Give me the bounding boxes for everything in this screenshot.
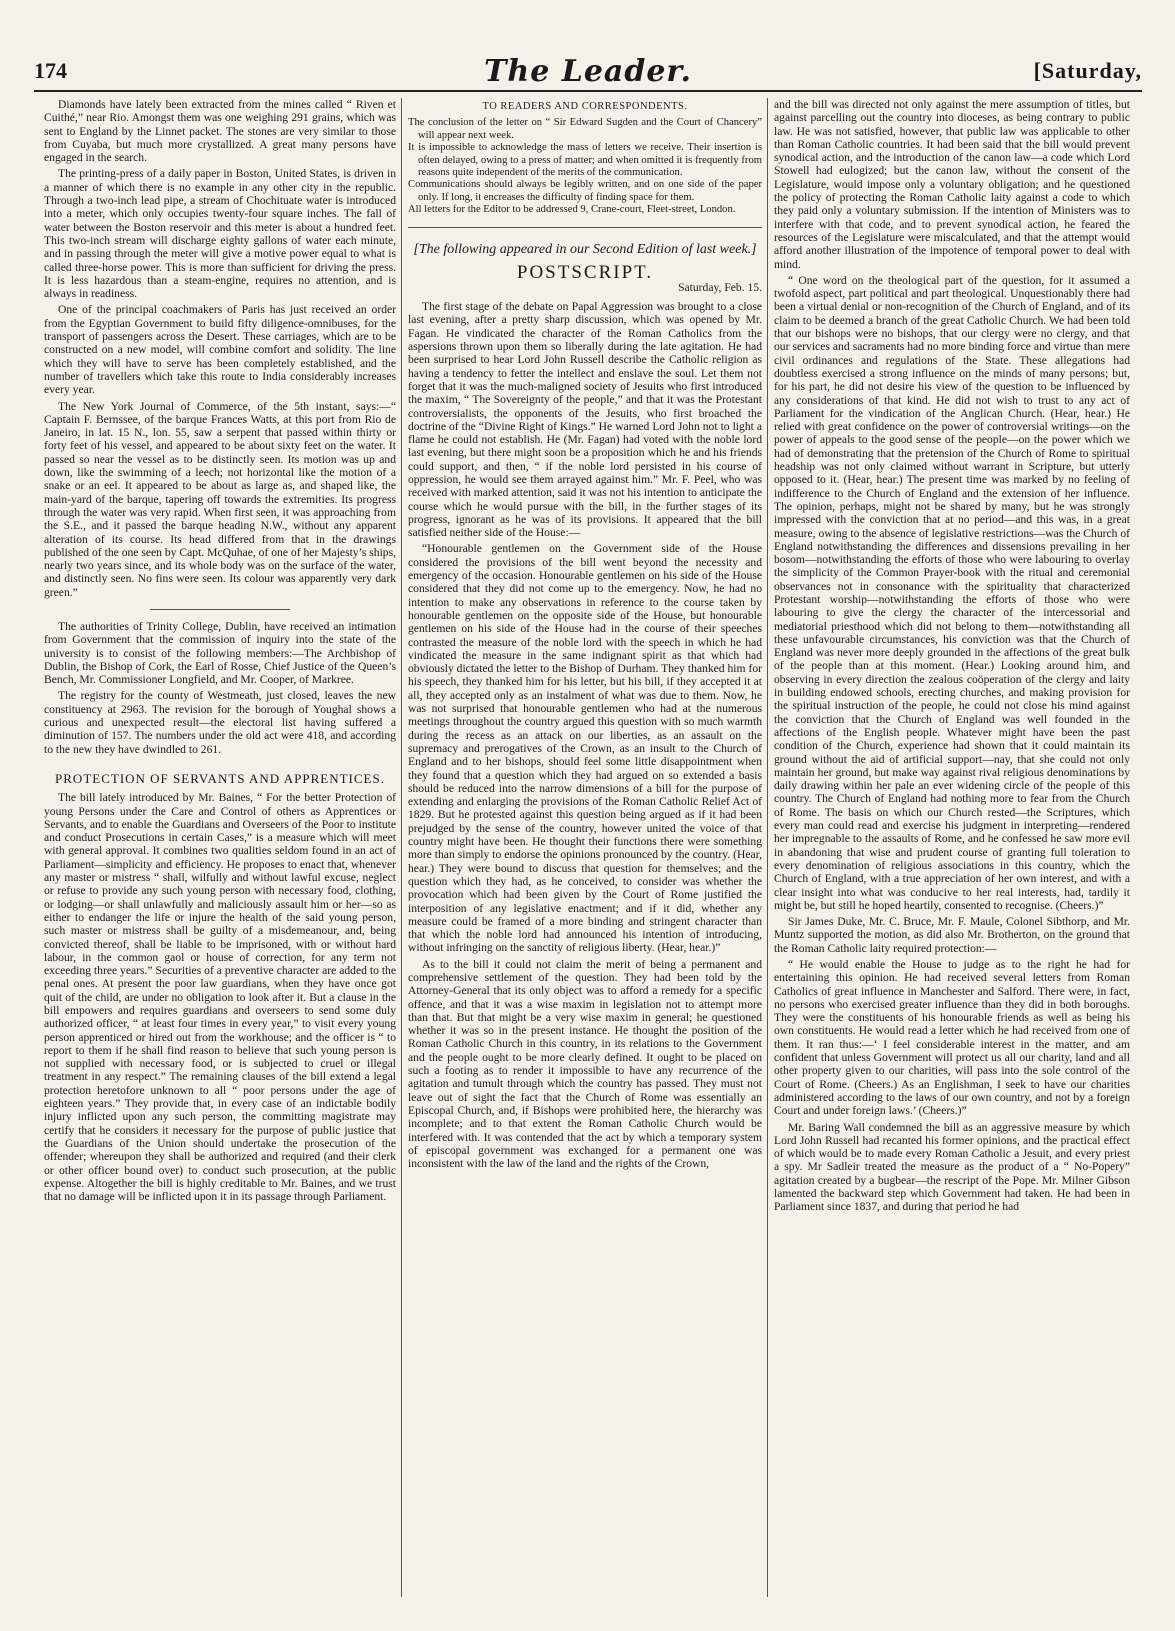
column-3 xyxy=(774,98,1130,1597)
paragraph: The printing-press of a daily paper in Boston, United States, is driven in a manner of which there is no example in any other city in the republic. Through a two-inch lead pipe, a stream of Chochituate water is introduced into a meter, which only occupies twenty-four square inches. The fall of water between the Boston reservoir and this meter is about a hundred feet. This two-inch stream will discharge eighty gallons of water each minute, and in passing through the meter will give a motive power equal to what is called three-horse power. This is more than sufficient for driving the press. It is less hazardous than a steam-engine, requires no attention, and is always in readiness. xyxy=(44,167,396,301)
column-divider xyxy=(401,98,402,1597)
section-separator xyxy=(150,609,291,610)
paragraph: The bill lately introduced by Mr. Baines, “ For the better Protection of young Persons under the Care and Control of others as Apprentices or Servants, and to enable the Guardians and Overseers of the Poor to institute and conduct Prosecutions in certain Cases,” is a measure which will meet with general approval. It combines two qualities seldom found in an act of Parliament—simplicity and efficiency. He proposes to enact that, whenever any master or mistress “ shall, wilfully and without lawful excuse, neglect or refuse to provide any such young person with necessary food, clothing, or lodging—or shall unlawfully and maliciously assault him or her—so as either to endanger the life or injure the health of the said young person, such master or mistress shall be guilty of a misdemeanour, and, being convicted thereof, shall be liable to be imprisoned, with or without hard labour, in the common gaol or house of correction, for any term not exceeding three years.” Securities of a preventive character are added to the penal ones. At present the poor law guardians, when they have once got quit of the child, are under no obligation to look after it. But a clause in the bill empowers and requires guardians and overseers to send some duly authorized officer, “ at least four times in every year,” to visit every young person apprenticed or hired out from the workhouse; and the officer is “ to report to them if he shall find reason to believe that such young person is not supplied with necessary food, or is subjected to cruel or illegal treatment in any respect.” The remaining clauses of the bill extend a legal protection heretofore unknown to all “ poor persons under the age of eighteen years.” They provide that, in every case of an indictable bodily injury inflicted upon any such person, the committing magistrate may certify that he considers it necessary for the purpose of public justice that the Guardians of the Union should undertake the prosecution of the offender; whereupon they shall be authorized and required (and their clerk or other officer bound over) to conduct such prosecution, at the public expense. Altogether the bill is highly creditable to Mr. Baines, and we trust that no damage will be inflicted upon it in its passage through Parliament. xyxy=(44,791,396,1204)
paragraph: “ He would enable the House to judge as to the right he had for entertaining this opinion. He had received several letters from Roman Catholics of great influence in Manchester and Salford. There were, in fact, no persons who exercised greater influence than they did in both boroughs. They were the constituents of his honourable friends as well as being his own constituents. He would read a letter which he had received from one of them. It ran thus:—‘ I feel considerable interest in the matter, and am confident that unless Government will protect us all our charity, land and all other property given to our charities, will pass into the sole control of the Court of Rome. (Cheers.) As an Englishman, I seek to have our charities administered according to the laws of our own country, and not by a foreign Court and under foreign laws.’ (Cheers.)” xyxy=(774,958,1130,1118)
notice-item: Communications should always be legibly written, and on one side of the paper only. If long, it encreases the difficulty of finding space for them. xyxy=(408,179,762,203)
notice-item: It is impossible to acknowledge the mass of letters we receive. Their insertion is often delayed, owing to a press of matter; and when omitted it is frequently from reasons quite independent of the merits of the communication. xyxy=(408,142,762,178)
paragraph: As to the bill it could not claim the merit of being a permanent and comprehensive settlement of the question. They had been told by the Attorney-General that its only object was to afford a remedy for a specific offence, and that it was a wise maxim in legislation not to attempt more than that. But that might be a very wise maxim in general; he questioned whether it was so in the present instance. He thought the position of the Roman Catholic Church in this country, in its relations to the Government and the people ought to be more clearly defined. It ought to be placed on such a footing as to render it impossible to have any recurrence of the agitation and tumult through which the country has passed. They must not leave out of sight the fact that the Church of Rome was essentially an Episcopal Church, and, if Bishops were prohibited here, the hierarchy was incomplete; and to that extent the Roman Catholic Church would be interfered with. It was contended that the act by which a temporary system of episcopal government was exchanged for a permanent one was inconsistent with the law of the land and the rights of the Crown, xyxy=(408,957,762,1171)
page-number: 174 xyxy=(34,58,67,83)
paragraph: One of the principal coachmakers of Paris has just received an order from the Egyptian Government to build fifty diligence-omnibuses, for the transport of passengers across the Desert. These carriages, which are to be constructed on a new model, will combine comfort and solidity. The line which they will have to serve has been completely established, and the number of travellers which take this route to India considerably increases every year. xyxy=(44,303,396,397)
edition-note: [The following appeared in our Second Edition of last week.] xyxy=(413,241,757,257)
page-header xyxy=(34,54,1142,90)
notice-item: The conclusion of the letter on “ Sir Edward Sugden and the Court of Chancery” will appear next week. xyxy=(408,117,762,141)
column-2 xyxy=(408,98,762,1597)
paragraph: Sir James Duke, Mr. C. Bruce, Mr. F. Maule, Colonel Sibthorp, and Mr. Muntz supported the motion, as did also Mr. Brotherton, on the ground that the Roman Catholic laity required protection:— xyxy=(774,915,1130,955)
masthead: The Leader. xyxy=(484,54,692,89)
postscript-heading: POSTSCRIPT. xyxy=(516,261,654,283)
paragraph: The first stage of the debate on Papal Aggression was brought to a close last evening, after a pretty sharp discussion, which was opened by Mr. Fagan. He vindicated the character of the Roman Catholics from the aspersions thrown upon them so liberally during the late agitation. He had been surprised to hear Lord John Russell describe the Catholic religion as having a tendency to fetter the intellect and enslave the soul. Let them not forget that it was the much-maligned society of Jesuits who first introduced the maxim, “ The Sovereignty of the people,” and that it was the Protestant controversialists, the opponents of the Jesuits, who first broached the doctrine of the “Divine Right of Kings.” He warned Lord John not to light a flame he could not establish. He (Mr. Fagan) had voted with the noble lord last evening, but there might soon be a proposition which he and his friends could support, and then, “ if the noble lord persisted in his course of oppression, he would see them arrayed against him.” Mr. F. Peel, who was received with marked attention, said it was not his intention to anticipate the course which he would pursue with the bill, in the further stages of its progress, ignorant as he was of its provisions. It appeared that the bill satisfied neither side of the House:— xyxy=(408,300,762,540)
paragraph: “ One word on the theological part of the question, for it assumed a twofold aspect, part political and part theological. Unquestionably there had been a virtual denial or non-recognition of the Church of England, and of its claim to be deemed a branch of the great Catholic Church. We had been told that our bishops were no bishops, that our clergy were no clergy, and that our services and sacraments had no more binding force and virtue than mere civil ordinances and regulations of the State. These allegations had doubtless exercised a strong influence on the minds of many persons; but, for his part, he did not desire his view of the question to be influenced by any considerations of that kind. He did not wish to trust to any act of Parliament for the vindication of the Anglican Church. (Hear, hear.) He relied with great confidence on the power of controversial writings—on the power of appeals to the good sense of the people—on the power which we had of demonstrating that the pretension of the Church of Rome to spiritual headship was not only claimed without warrant in Scripture, but utterly opposed to it. (Hear, hear.) The present time was marked by no feeling of indifference to the Church of England and the extension of her influence. The opinion, perhaps, might not be shared by many, but he was strongly impressed with the conviction that at no period—and this was, in a great measure, owing to the absence of legislative restrictions—was the Church of England notwithstanding the differences and dissensions prevailing in her bosom—notwithstanding the efforts of those who were labouring to overlay the simplicity of the Common Prayer-book with the ritual and ceremonial observances not in consonance with the spirituality that characterized Protestant worship—notwithstanding the efforts of those who were labouring to give the clergy the character of the intercessorial and mediatorial priesthood which did not belong to them—notwithstanding all these unfavourable circumstances, his conviction was that the Church of England was never more deeply grounded in the affections of the great bulk of the people than at this moment. (Hear.) Looking around him, and observing in every direction the zealous coöperation of the clergy and laity in building endowed schools, erecting churches, and making provision for the spiritual instruction of the people, he could not close his mind against the conviction that the Church of England was well founded in the affections of the English people. Whatever might have been the past condition of the Church, experience had shown that it could maintain its ground without the aid of artificial support—nay, that she could not only maintain her ground, but make way against rival religious denominations by daily drawing within her pale an ever widening circle of the people of this country. The Church of England had nothing more to fear from the Church of Rome. The basis on which our Church rested—the Scriptures, which every man could read and exercise his judgment in interpreting—rendered her impregnable to the assaults of Rome, and he confessed he saw more evil in abandoning that wise and prudent course of granting full toleration to every denomination of religious associations in this country, which the Church of England, with a true appreciation of her own interest, and with a clear insight into what was conducive to her real interests, had, tardily it might be, but still he hoped heartily, consented to recognise. (Cheers.)” xyxy=(774,273,1130,912)
paragraph: Diamonds have lately been extracted from the mines called “ Riven et Cuithé,” near Rio. Amongst them was one weighing 291 grains, which was sent to England by the Linnet packet. The stones are very similar to those from Cuyaba, but much more crystallized. A great many persons have engaged in the search. xyxy=(44,98,396,165)
column-1 xyxy=(44,98,396,1597)
paragraph: “Honourable gentlemen on the Government side of the House considered the provisions of the bill went beyond the necessity and emergency of the occasion. Honourable gentlemen on his side of the House considered that they did not come up to the emergency. Now, he had no intention to make any observations in reference to the course taken by honourable gentlemen on the opposite side of the House, but honourable gentlemen on his side of the House had in the course of their speeches contrasted the measure of the noble lord with the speech in which he had vindicated the measure in the same indignant spirit as that which had obviously dictated the letter to the Bishop of Durham. They thanked him for his speech, they thanked him for his letter, but his bill, if they accepted it at all, they accepted only as an instalment of what was due to them. Now, he was not surprised that honourable gentlemen who had at the numerous meetings throughout the country argued this question with so much warmth during the recess as an attack on our liberties, as an assault on the supremacy and prerogatives of the Crown, as an insult to the Church of England and to her bishops, should feel some little disappointment when they found that a question which they had argued on so extended a basis should be reduced into the narrow dimensions of a bill for the purpose of extending and enlarging the provisions of the Roman Catholic Relief Act of 1829. But he protested against this question being argued as if it had been prejudged by the sense of the country, however united the voice of that country might have been. He thought their functions there were something more than simply to endorse the opinions pronounced by the country. (Hear, hear.) They were bound to discuss that question for themselves; and the question which they had, as he conceived, to consider was whether the provocation which had been given by the Court of Rome justified the interposition of any legislative enactment; and if it did, whether any measure could be framed of a more binding and stringent character than that which the noble lord had announced his intention of introducing, without infringing on the sanctity of religious liberty. (Hear, hear.)” xyxy=(408,542,762,955)
paragraph: The registry for the county of Westmeath, just closed, leaves the new constituency at 2963. The revision for the borough of Youghal shows a curious and unexpected result—the electoral list having suffered a diminution of 157. The numbers under the old act were 418, and according to the new they have dwindled to 261. xyxy=(44,689,396,756)
day-label: [Saturday, xyxy=(1033,58,1142,83)
notice-title: TO READERS AND CORRESPONDENTS. xyxy=(482,101,688,112)
paragraph: Mr. Baring Wall condemned the bill as an aggressive measure by which Lord John Russell had recanted his former opinions, and the practical effect of which would be to made every Roman Catholic a Jesuit, and every priest a spy. Mr Sadleir treated the measure as the product of a “ No-Popery” agitation created by a bugbear—the rescript of the Pope. Mr. Milner Gibson lamented the backward step which Government had taken. He had been in Parliament since 1837, and during that period he had xyxy=(774,1120,1130,1214)
notice-item: All letters for the Editor to be addressed 9, Crane-court, Fleet-street, London. xyxy=(408,204,736,216)
paragraph: The authorities of Trinity College, Dublin, have received an intimation from Government that the commission of inquiry into the state of the university is to consist of the following members:—The Archbishop of Dublin, the Bishop of Cork, the Earl of Rosse, Chief Justice of the Queen’s Bench, Mr. Commissioner Longfield, and Mr. Cooper, of Markree. xyxy=(44,619,396,687)
header-rule xyxy=(34,90,1142,92)
dateline: Saturday, Feb. 15. xyxy=(678,280,762,294)
section-heading: PROTECTION OF SERVANTS AND APPRENTICES. xyxy=(55,770,385,786)
column-divider xyxy=(767,98,768,1597)
paragraph: The New York Journal of Commerce, of the 5th instant, says:—“ Captain F. Bernssee, of the barque Frances Watts, at this port from Rio de Janeiro, in lat. 15 N., lon. 55, saw a serpent that passed within thirty or forty feet of his vessel, and appeared to be about sixty feet on the water. It passed so near the vessel as to be distinctly seen. Its motion was up and down, like the swimming of a leech; not horizontal like the motion of a snake or an eel. It appeared to be about as large as, and shaped like, the main-yard of the barque, tapering off towards the extremities. Its progress through the water was very rapid. When first seen, it was approaching from the S.E., and it passed the barque heading N.W., without any apparent alteration of its course. Its head differed from that in the drawings published of the one seen by Capt. McQuhae, of one of her Majesty’s ships, nearly two years since, and its whole body was on the surface of the water, and distinctly seen. No fins were seen. Its colour was apparently very dark green.” xyxy=(44,399,396,599)
section-separator xyxy=(408,227,762,228)
paragraph: and the bill was directed not only against the mere assumption of titles, but against parcelling out the country into dioceses, as being contrary to public law. He was not satisfied, however, that public law was applicable to other than Roman Catholic countries. It had been said that the bill would prevent synodical action, and the introduction of the canon law—a code which Lord Stowell had eulogized; but the canon law, without the consent of the Legislature, would impose only a voluntary obligation; and he questioned the policy of protecting the Roman Catholic laity against a code to which they paid only a voluntary submission. If the intention of Ministers was to interfere with that code, and to prevent synodical action, he feared the resources of the Legislature were miscalculated, and that the attempt would afford another illustration of the impotence of temporal power to deal with mind. xyxy=(774,98,1130,271)
